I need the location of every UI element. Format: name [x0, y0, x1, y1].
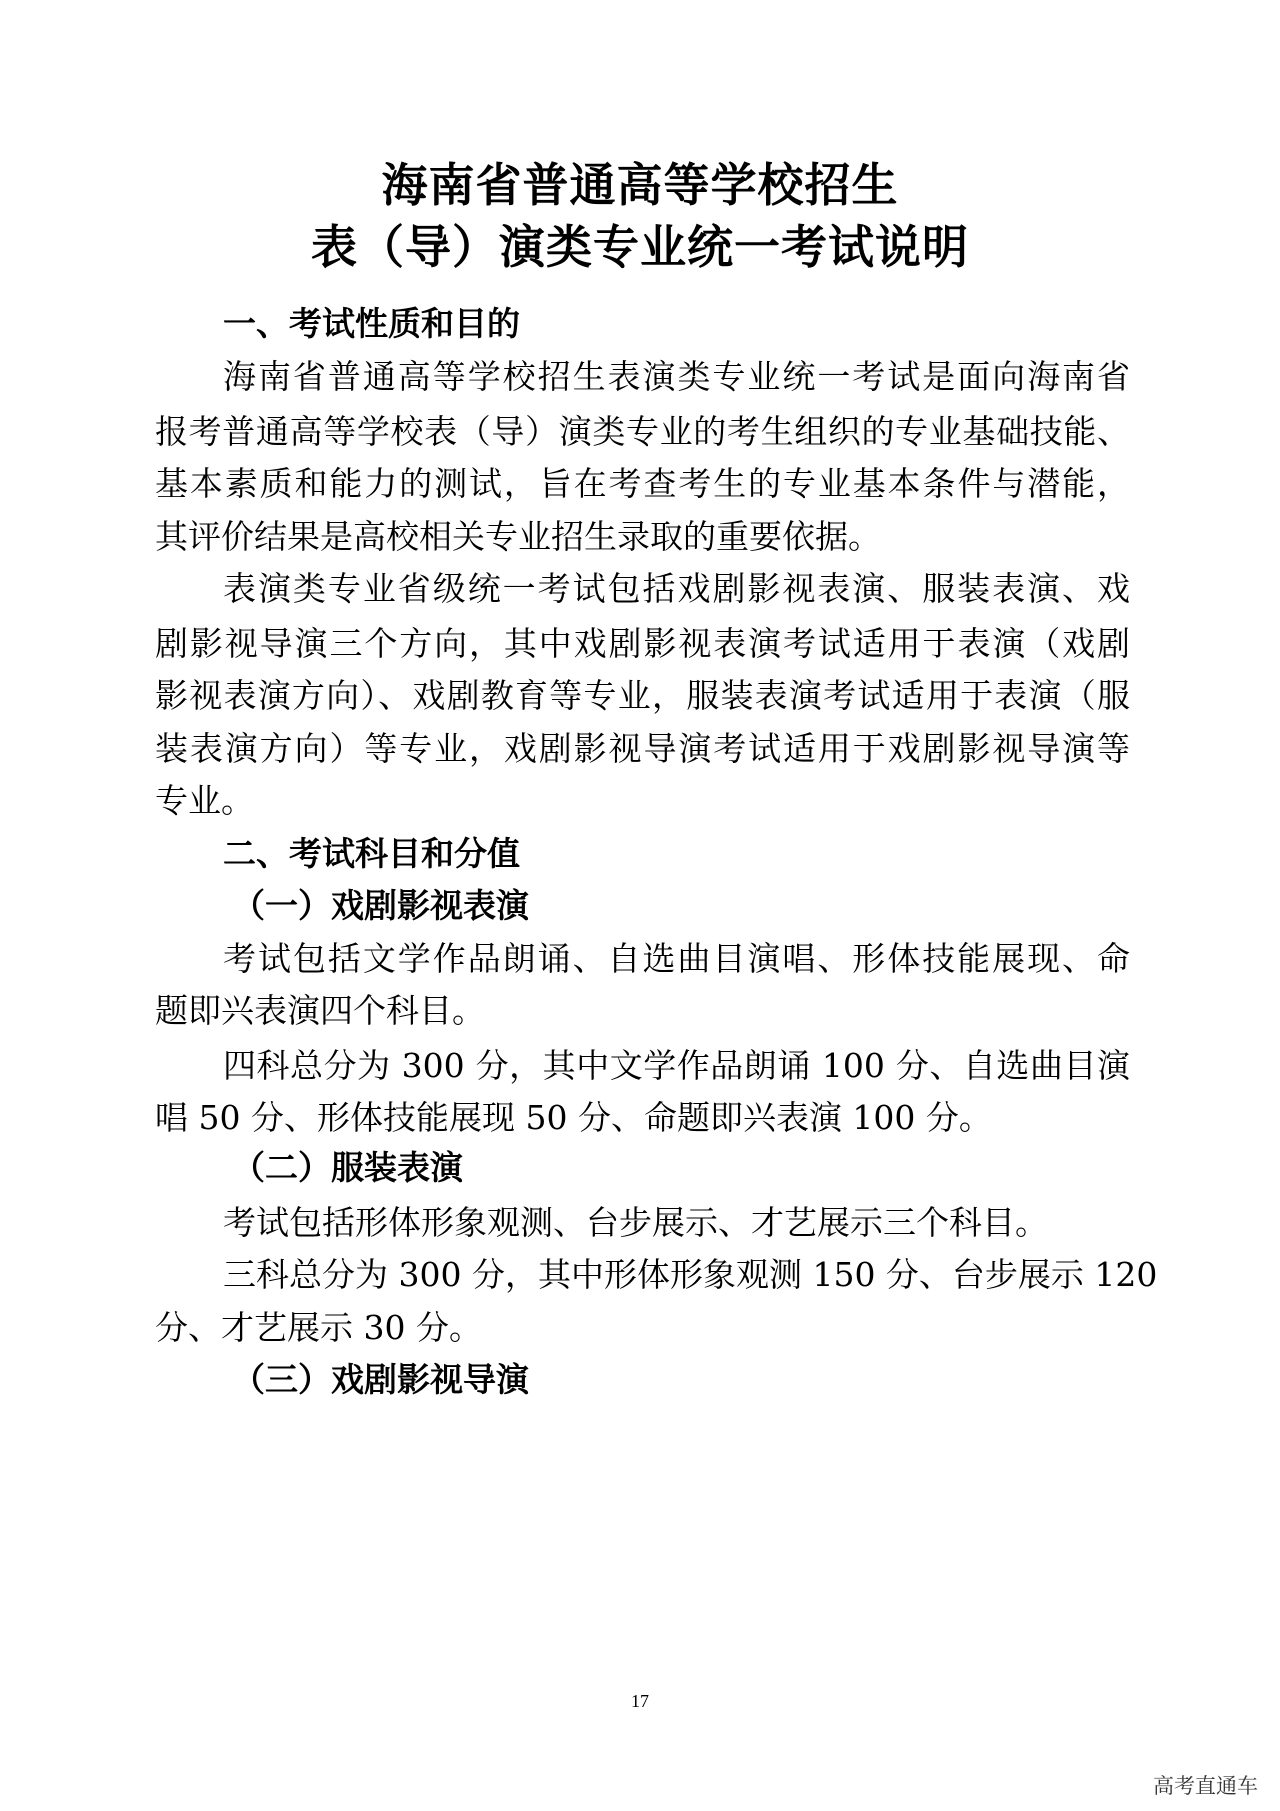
document-title-line2: 表（导）演类专业统一考试说明	[311, 220, 969, 274]
subsection2-heading: （二）服装表演	[232, 1148, 463, 1187]
paragraph-line: 报考普通高等学校表（导）演类专业的考生组织的专业基础技能、	[155, 412, 1130, 451]
paragraph-line: 考试包括文学作品朗诵、自选曲目演唱、形体技能展现、命	[223, 939, 1130, 978]
watermark: 高考直通车	[1153, 1774, 1258, 1798]
document-title-line1: 海南省普通高等学校招生	[381, 158, 899, 212]
paragraph-line: 题即兴表演四个科目。	[155, 991, 485, 1030]
subsection1-heading: （一）戏剧影视表演	[232, 886, 529, 925]
section1-heading: 一、考试性质和目的	[223, 304, 520, 343]
paragraph-line: 三科总分为 300 分，其中形体形象观测 150 分、台步展示 120	[223, 1255, 1158, 1294]
paragraph-line: 分、才艺展示 30 分。	[155, 1308, 482, 1347]
paragraph-line: 其评价结果是高校相关专业招生录取的重要依据。	[155, 517, 881, 556]
paragraph-line: 影视表演方向）、戏剧教育等专业，服装表演考试适用于表演（服	[155, 676, 1130, 715]
paragraph-line: 基本素质和能力的测试，旨在考查考生的专业基本条件与潜能，	[155, 464, 1130, 503]
paragraph-line: 剧影视导演三个方向，其中戏剧影视表演考试适用于表演（戏剧	[155, 624, 1130, 663]
paragraph-line: 海南省普通高等学校招生表演类专业统一考试是面向海南省	[223, 357, 1130, 396]
paragraph-line: 唱 50 分、形体技能展现 50 分、命题即兴表演 100 分。	[155, 1098, 992, 1137]
paragraph-line: 专业。	[155, 781, 254, 820]
section2-heading: 二、考试科目和分值	[223, 834, 520, 873]
paragraph-line: 表演类专业省级统一考试包括戏剧影视表演、服装表演、戏	[223, 569, 1130, 608]
paragraph-line: 考试包括形体形象观测、台步展示、才艺展示三个科目。	[223, 1203, 1048, 1242]
paragraph-line: 四科总分为 300 分，其中文学作品朗诵 100 分、自选曲目演	[223, 1046, 1130, 1085]
subsection3-heading: （三）戏剧影视导演	[232, 1360, 529, 1399]
page-number: 17	[631, 1691, 649, 1711]
paragraph-line: 装表演方向）等专业，戏剧影视导演考试适用于戏剧影视导演等	[155, 729, 1130, 768]
